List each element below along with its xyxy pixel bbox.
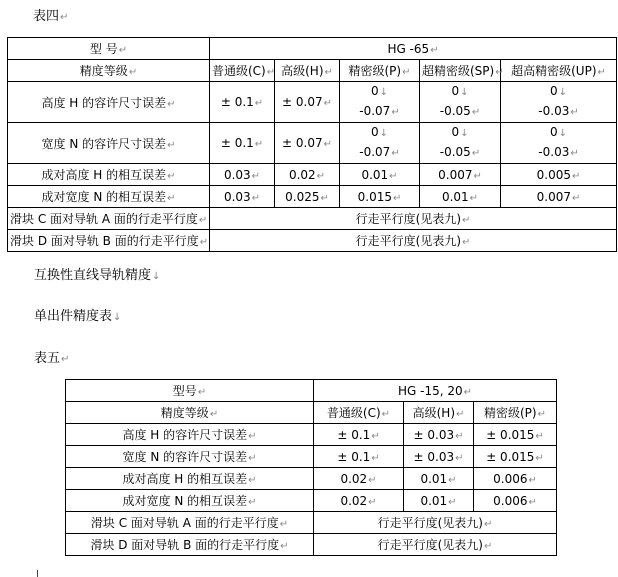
- value-cell: 0.006↵: [474, 468, 557, 490]
- value-cell: 0↓ -0.05↵: [420, 123, 501, 164]
- value-cell: 0↓ -0.03↵: [501, 123, 617, 164]
- value-cell: 0↓ -0.03↵: [501, 82, 617, 123]
- value-cell: ± 0.07↵: [275, 123, 340, 164]
- value-cell: 0.01↵: [340, 164, 420, 186]
- value-cell: 0.01↵: [404, 468, 474, 490]
- table-5: [65, 379, 557, 556]
- row-label-cell: 滑块 C 面对导轨 A 面的行走平行度↵: [66, 512, 314, 534]
- row-label-cell: 滑块 D 面对导轨 B 面的行走平行度↵: [66, 534, 314, 556]
- table-row: [66, 512, 557, 534]
- value-cell: ± 0.1↵: [314, 446, 404, 468]
- grade-header-cell: 超高精密级(UP)↵: [501, 60, 617, 82]
- table-row: [66, 468, 557, 490]
- value-cell: 0.007↵: [420, 164, 501, 186]
- grade-header-cell: 精密级(P)↵: [340, 60, 420, 82]
- grade-header-cell: 超精密级(SP)↵: [420, 60, 501, 82]
- row-label-cell: 成对宽度 N 的相互误差↵: [8, 186, 210, 208]
- paragraph-mark-icon: ↵: [60, 12, 69, 23]
- value-cell: 0.02↵: [314, 490, 404, 512]
- parallelism-cell: 行走平行度(见表九)↵: [210, 208, 617, 230]
- table-row: [66, 424, 557, 446]
- value-cell: 0.02↵: [314, 468, 404, 490]
- table-row: [8, 38, 617, 60]
- table-row: [8, 82, 617, 123]
- paragraph-interchangeable: 互换性直线导轨精度↓: [34, 268, 161, 283]
- table-row: [8, 230, 617, 252]
- table-row: [8, 60, 617, 82]
- row-label-cell: 宽度 N 的容许尺寸误差↵: [8, 123, 210, 164]
- value-cell: 0.01↵: [404, 490, 474, 512]
- value-cell: ± 0.015↵: [474, 446, 557, 468]
- parallelism-cell: 行走平行度(见表九)↵: [314, 512, 557, 534]
- table-4: [7, 37, 617, 252]
- table5-heading: 表五↵: [34, 351, 70, 366]
- row-label-cell: 滑块 D 面对导轨 B 面的行走平行度↵: [8, 230, 210, 252]
- value-cell: ± 0.015↵: [474, 424, 557, 446]
- grade-header-cell: 高级(H)↵: [275, 60, 340, 82]
- paragraph-single-part: 单出件精度表↓: [34, 309, 122, 324]
- table4-heading: 表四↵: [33, 9, 69, 24]
- table-row: [66, 402, 557, 424]
- parallelism-cell: 行走平行度(见表九)↵: [210, 230, 617, 252]
- value-cell: 0.01↵: [420, 186, 501, 208]
- value-cell: 0.02↵: [275, 164, 340, 186]
- value-cell: ± 0.1↵: [210, 82, 275, 123]
- table-row: [8, 164, 617, 186]
- value-cell: 0↓ -0.05↵: [420, 82, 501, 123]
- table-row: [66, 380, 557, 402]
- grade-header-cell: 普通级(C)↵: [210, 60, 275, 82]
- value-cell: ± 0.07↵: [275, 82, 340, 123]
- value-cell: 0.025↵: [275, 186, 340, 208]
- table-row: [66, 534, 557, 556]
- value-cell: 0.015↵: [340, 186, 420, 208]
- grade-header-cell: 普通级(C)↵: [314, 402, 404, 424]
- value-cell: ± 0.03↵: [404, 424, 474, 446]
- table-row: [66, 490, 557, 512]
- grade-label-cell: 精度等级↵: [66, 402, 314, 424]
- parallelism-cell: 行走平行度(见表九)↵: [314, 534, 557, 556]
- row-label-cell: 高度 H 的容许尺寸误差↵: [8, 82, 210, 123]
- row-label-cell: 高度 H 的容许尺寸误差↵: [66, 424, 314, 446]
- value-cell: 0.007↵: [501, 186, 617, 208]
- table-row: [66, 446, 557, 468]
- table-row: [8, 123, 617, 164]
- row-label-cell: 滑块 C 面对导轨 A 面的行走平行度↵: [8, 208, 210, 230]
- table-row: [8, 186, 617, 208]
- row-label-cell: 成对高度 H 的相互误差↵: [66, 468, 314, 490]
- paragraph-mark-icon: ↵: [61, 354, 70, 365]
- grade-label-cell: 精度等级↵: [8, 60, 210, 82]
- grade-header-cell: 高级(H)↵: [404, 402, 474, 424]
- grade-header-cell: 精密级(P)↵: [474, 402, 557, 424]
- value-cell: ± 0.03↵: [404, 446, 474, 468]
- row-label-cell: 成对高度 H 的相互误差↵: [8, 164, 210, 186]
- model-label-cell: 型 号↵: [8, 38, 210, 60]
- model-value-cell: HG -65↵: [210, 38, 617, 60]
- value-cell: 0↓ -0.07↵: [340, 82, 420, 123]
- model-label-cell: 型号↵: [66, 380, 314, 402]
- text-cursor: [37, 570, 38, 577]
- value-cell: 0↓ -0.07↵: [340, 123, 420, 164]
- value-cell: 0.03↵: [210, 164, 275, 186]
- value-cell: 0.005↵: [501, 164, 617, 186]
- value-cell: ± 0.1↵: [210, 123, 275, 164]
- row-label-cell: 成对宽度 N 的相互误差↵: [66, 490, 314, 512]
- value-cell: 0.006↵: [474, 490, 557, 512]
- model-value-cell: HG -15, 20↵: [314, 380, 557, 402]
- table-row: [8, 208, 617, 230]
- value-cell: 0.03↵: [210, 186, 275, 208]
- row-label-cell: 宽度 N 的容许尺寸误差↵: [66, 446, 314, 468]
- value-cell: ± 0.1↵: [314, 424, 404, 446]
